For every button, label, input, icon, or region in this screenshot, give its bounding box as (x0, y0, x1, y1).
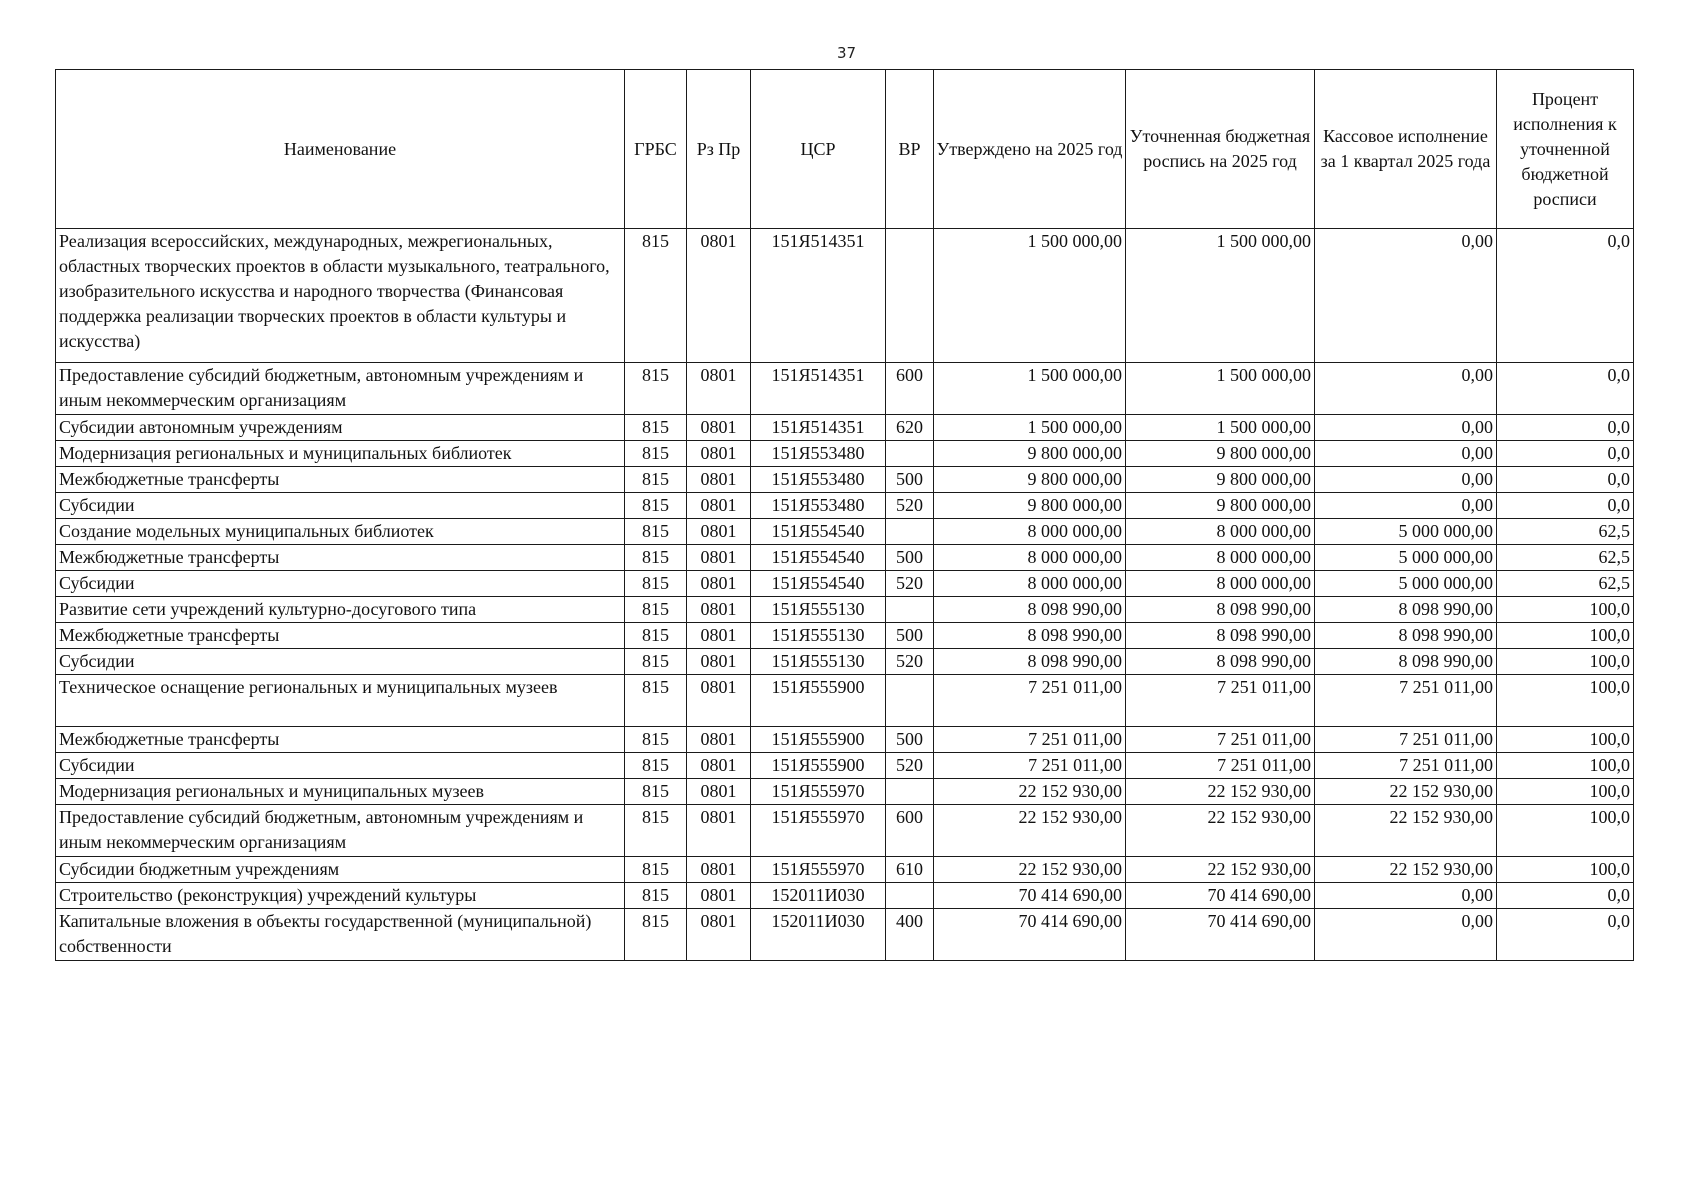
table-row (56, 571, 1634, 597)
table-row (56, 597, 1634, 623)
row-rzpr: 0801 (687, 805, 751, 857)
row-refined: 7 251 011,00 (1126, 727, 1315, 753)
budget-execution-table (55, 69, 1634, 961)
row-percent: 100,0 (1497, 779, 1634, 805)
row-approved: 22 152 930,00 (934, 779, 1126, 805)
row-percent: 100,0 (1497, 675, 1634, 727)
row-approved: 8 000 000,00 (934, 545, 1126, 571)
row-csr: 151Я555900 (751, 753, 886, 779)
row-cash: 0,00 (1315, 441, 1497, 467)
row-vr: 500 (886, 545, 934, 571)
table-row (56, 805, 1634, 857)
row-vr: 500 (886, 623, 934, 649)
table-row (56, 909, 1634, 961)
row-approved: 22 152 930,00 (934, 805, 1126, 857)
header-vr: ВР (886, 70, 934, 229)
row-refined: 1 500 000,00 (1126, 363, 1315, 415)
row-cash: 5 000 000,00 (1315, 571, 1497, 597)
row-percent: 0,0 (1497, 363, 1634, 415)
row-approved: 22 152 930,00 (934, 857, 1126, 883)
table-header-row (56, 70, 1634, 229)
row-percent: 100,0 (1497, 597, 1634, 623)
row-name: Техническое оснащение региональных и муниципальных музеев (56, 675, 625, 727)
row-vr: 520 (886, 571, 934, 597)
row-csr: 151Я554540 (751, 519, 886, 545)
row-csr: 151Я554540 (751, 571, 886, 597)
row-percent: 100,0 (1497, 805, 1634, 857)
row-csr: 151Я553480 (751, 493, 886, 519)
row-name: Реализация всероссийских, международных, межрегиональных, областных творческих проектов в области музыкального, театрального, изобразительного искусства и народного творчества (Финансовая поддержка реализации творческих проектов в области культуры и искусства) (56, 229, 625, 363)
row-grbs: 815 (625, 571, 687, 597)
row-csr: 151Я555970 (751, 857, 886, 883)
row-vr: 610 (886, 857, 934, 883)
row-vr: 520 (886, 649, 934, 675)
row-csr: 151Я553480 (751, 467, 886, 493)
row-rzpr: 0801 (687, 229, 751, 363)
row-csr: 151Я555130 (751, 649, 886, 675)
header-csr: ЦСР (751, 70, 886, 229)
row-csr: 151Я514351 (751, 363, 886, 415)
row-approved: 8 000 000,00 (934, 571, 1126, 597)
table-row (56, 441, 1634, 467)
row-percent: 100,0 (1497, 857, 1634, 883)
row-csr: 151Я555130 (751, 623, 886, 649)
row-rzpr: 0801 (687, 909, 751, 961)
row-approved: 7 251 011,00 (934, 727, 1126, 753)
row-approved: 9 800 000,00 (934, 467, 1126, 493)
row-name: Межбюджетные трансферты (56, 623, 625, 649)
row-percent: 0,0 (1497, 493, 1634, 519)
row-grbs: 815 (625, 545, 687, 571)
row-cash: 7 251 011,00 (1315, 727, 1497, 753)
row-csr: 151Я555970 (751, 805, 886, 857)
row-name: Капитальные вложения в объекты государственной (муниципальной) собственности (56, 909, 625, 961)
row-name: Развитие сети учреждений культурно-досугового типа (56, 597, 625, 623)
row-grbs: 815 (625, 883, 687, 909)
row-rzpr: 0801 (687, 727, 751, 753)
row-percent: 0,0 (1497, 441, 1634, 467)
table-row (56, 857, 1634, 883)
row-cash: 22 152 930,00 (1315, 857, 1497, 883)
row-name: Модернизация региональных и муниципальных музеев (56, 779, 625, 805)
row-refined: 9 800 000,00 (1126, 493, 1315, 519)
row-grbs: 815 (625, 753, 687, 779)
row-refined: 8 000 000,00 (1126, 571, 1315, 597)
row-approved: 8 098 990,00 (934, 623, 1126, 649)
row-name: Межбюджетные трансферты (56, 727, 625, 753)
row-cash: 5 000 000,00 (1315, 519, 1497, 545)
row-refined: 7 251 011,00 (1126, 753, 1315, 779)
row-cash: 22 152 930,00 (1315, 779, 1497, 805)
row-percent: 100,0 (1497, 623, 1634, 649)
row-approved: 9 800 000,00 (934, 441, 1126, 467)
row-rzpr: 0801 (687, 675, 751, 727)
header-rzpr: Рз Пр (687, 70, 751, 229)
row-cash: 0,00 (1315, 909, 1497, 961)
row-grbs: 815 (625, 467, 687, 493)
table-row (56, 519, 1634, 545)
table-row (56, 467, 1634, 493)
row-name: Субсидии (56, 649, 625, 675)
row-name: Межбюджетные трансферты (56, 545, 625, 571)
row-name: Предоставление субсидий бюджетным, автономным учреждениям и иным некоммерческим организациям (56, 363, 625, 415)
row-name: Субсидии автономным учреждениям (56, 415, 625, 441)
table-row (56, 493, 1634, 519)
row-grbs: 815 (625, 727, 687, 753)
row-rzpr: 0801 (687, 753, 751, 779)
row-grbs: 815 (625, 623, 687, 649)
row-percent: 62,5 (1497, 545, 1634, 571)
table-row (56, 623, 1634, 649)
row-cash: 7 251 011,00 (1315, 753, 1497, 779)
row-grbs: 815 (625, 519, 687, 545)
row-refined: 70 414 690,00 (1126, 909, 1315, 961)
row-cash: 8 098 990,00 (1315, 649, 1497, 675)
row-approved: 70 414 690,00 (934, 909, 1126, 961)
table-row (56, 545, 1634, 571)
row-csr: 152011И030 (751, 909, 886, 961)
row-csr: 151Я555970 (751, 779, 886, 805)
row-vr (886, 441, 934, 467)
row-rzpr: 0801 (687, 519, 751, 545)
row-cash: 0,00 (1315, 493, 1497, 519)
row-percent: 100,0 (1497, 727, 1634, 753)
row-vr: 500 (886, 467, 934, 493)
header-refined: Уточненная бюджетная роспись на 2025 год (1126, 70, 1315, 229)
row-grbs: 815 (625, 363, 687, 415)
row-approved: 70 414 690,00 (934, 883, 1126, 909)
header-approved: Утверждено на 2025 год (934, 70, 1126, 229)
row-vr (886, 883, 934, 909)
row-name: Строительство (реконструкция) учреждений культуры (56, 883, 625, 909)
row-vr: 620 (886, 415, 934, 441)
row-refined: 9 800 000,00 (1126, 467, 1315, 493)
row-refined: 22 152 930,00 (1126, 805, 1315, 857)
row-grbs: 815 (625, 441, 687, 467)
row-rzpr: 0801 (687, 467, 751, 493)
row-refined: 22 152 930,00 (1126, 857, 1315, 883)
row-cash: 5 000 000,00 (1315, 545, 1497, 571)
header-cash: Кассовое исполнение за 1 квартал 2025 года (1315, 70, 1497, 229)
header-name: Наименование (56, 70, 625, 229)
row-vr (886, 779, 934, 805)
row-name: Предоставление субсидий бюджетным, автономным учреждениям и иным некоммерческим организациям (56, 805, 625, 857)
row-refined: 8 000 000,00 (1126, 545, 1315, 571)
row-percent: 100,0 (1497, 753, 1634, 779)
row-name: Субсидии (56, 571, 625, 597)
row-vr (886, 229, 934, 363)
row-approved: 8 098 990,00 (934, 597, 1126, 623)
row-vr: 600 (886, 363, 934, 415)
row-rzpr: 0801 (687, 623, 751, 649)
row-grbs: 815 (625, 229, 687, 363)
row-grbs: 815 (625, 857, 687, 883)
row-name: Субсидии (56, 493, 625, 519)
row-rzpr: 0801 (687, 857, 751, 883)
table-body (56, 229, 1634, 961)
table-row (56, 779, 1634, 805)
row-rzpr: 0801 (687, 493, 751, 519)
row-refined: 1 500 000,00 (1126, 229, 1315, 363)
row-cash: 0,00 (1315, 363, 1497, 415)
row-vr: 520 (886, 493, 934, 519)
row-grbs: 815 (625, 493, 687, 519)
row-csr: 151Я555900 (751, 675, 886, 727)
row-rzpr: 0801 (687, 545, 751, 571)
row-csr: 151Я553480 (751, 441, 886, 467)
row-approved: 7 251 011,00 (934, 675, 1126, 727)
row-rzpr: 0801 (687, 597, 751, 623)
row-refined: 1 500 000,00 (1126, 415, 1315, 441)
row-cash: 8 098 990,00 (1315, 623, 1497, 649)
row-name: Межбюджетные трансферты (56, 467, 625, 493)
row-refined: 8 098 990,00 (1126, 649, 1315, 675)
table-row (56, 753, 1634, 779)
row-vr (886, 675, 934, 727)
row-cash: 0,00 (1315, 229, 1497, 363)
row-refined: 70 414 690,00 (1126, 883, 1315, 909)
row-rzpr: 0801 (687, 571, 751, 597)
row-cash: 0,00 (1315, 467, 1497, 493)
row-approved: 9 800 000,00 (934, 493, 1126, 519)
row-approved: 1 500 000,00 (934, 363, 1126, 415)
row-grbs: 815 (625, 597, 687, 623)
row-grbs: 815 (625, 805, 687, 857)
row-name: Создание модельных муниципальных библиотек (56, 519, 625, 545)
row-cash: 0,00 (1315, 883, 1497, 909)
row-cash: 0,00 (1315, 415, 1497, 441)
row-csr: 151Я555130 (751, 597, 886, 623)
row-rzpr: 0801 (687, 883, 751, 909)
row-vr: 520 (886, 753, 934, 779)
row-approved: 1 500 000,00 (934, 229, 1126, 363)
row-vr (886, 597, 934, 623)
row-name: Модернизация региональных и муниципальных библиотек (56, 441, 625, 467)
row-vr: 500 (886, 727, 934, 753)
row-vr (886, 519, 934, 545)
page-number: 37 (836, 44, 857, 62)
table-row (56, 649, 1634, 675)
row-refined: 22 152 930,00 (1126, 779, 1315, 805)
row-percent: 62,5 (1497, 519, 1634, 545)
row-approved: 7 251 011,00 (934, 753, 1126, 779)
header-grbs: ГРБС (625, 70, 687, 229)
row-percent: 0,0 (1497, 883, 1634, 909)
row-rzpr: 0801 (687, 649, 751, 675)
row-csr: 151Я514351 (751, 415, 886, 441)
row-rzpr: 0801 (687, 415, 751, 441)
row-vr: 600 (886, 805, 934, 857)
row-approved: 8 000 000,00 (934, 519, 1126, 545)
row-percent: 0,0 (1497, 909, 1634, 961)
row-rzpr: 0801 (687, 363, 751, 415)
row-percent: 62,5 (1497, 571, 1634, 597)
row-name: Субсидии бюджетным учреждениям (56, 857, 625, 883)
row-rzpr: 0801 (687, 779, 751, 805)
row-cash: 22 152 930,00 (1315, 805, 1497, 857)
row-refined: 8 000 000,00 (1126, 519, 1315, 545)
row-csr: 151Я514351 (751, 229, 886, 363)
row-percent: 0,0 (1497, 467, 1634, 493)
row-grbs: 815 (625, 909, 687, 961)
row-csr: 151Я554540 (751, 545, 886, 571)
table-row (56, 363, 1634, 415)
row-csr: 151Я555900 (751, 727, 886, 753)
row-rzpr: 0801 (687, 441, 751, 467)
row-approved: 8 098 990,00 (934, 649, 1126, 675)
table-row (56, 229, 1634, 363)
row-grbs: 815 (625, 649, 687, 675)
row-cash: 8 098 990,00 (1315, 597, 1497, 623)
row-grbs: 815 (625, 779, 687, 805)
row-cash: 7 251 011,00 (1315, 675, 1497, 727)
row-grbs: 815 (625, 675, 687, 727)
row-percent: 0,0 (1497, 415, 1634, 441)
row-csr: 152011И030 (751, 883, 886, 909)
row-percent: 100,0 (1497, 649, 1634, 675)
row-grbs: 815 (625, 415, 687, 441)
row-refined: 7 251 011,00 (1126, 675, 1315, 727)
row-approved: 1 500 000,00 (934, 415, 1126, 441)
header-percent: Процент исполнения к уточненной бюджетной росписи (1497, 70, 1634, 229)
row-percent: 0,0 (1497, 229, 1634, 363)
row-refined: 8 098 990,00 (1126, 597, 1315, 623)
table-row (56, 883, 1634, 909)
table-row (56, 675, 1634, 727)
row-refined: 8 098 990,00 (1126, 623, 1315, 649)
table-row (56, 727, 1634, 753)
row-refined: 9 800 000,00 (1126, 441, 1315, 467)
row-vr: 400 (886, 909, 934, 961)
table-row (56, 415, 1634, 441)
row-name: Субсидии (56, 753, 625, 779)
